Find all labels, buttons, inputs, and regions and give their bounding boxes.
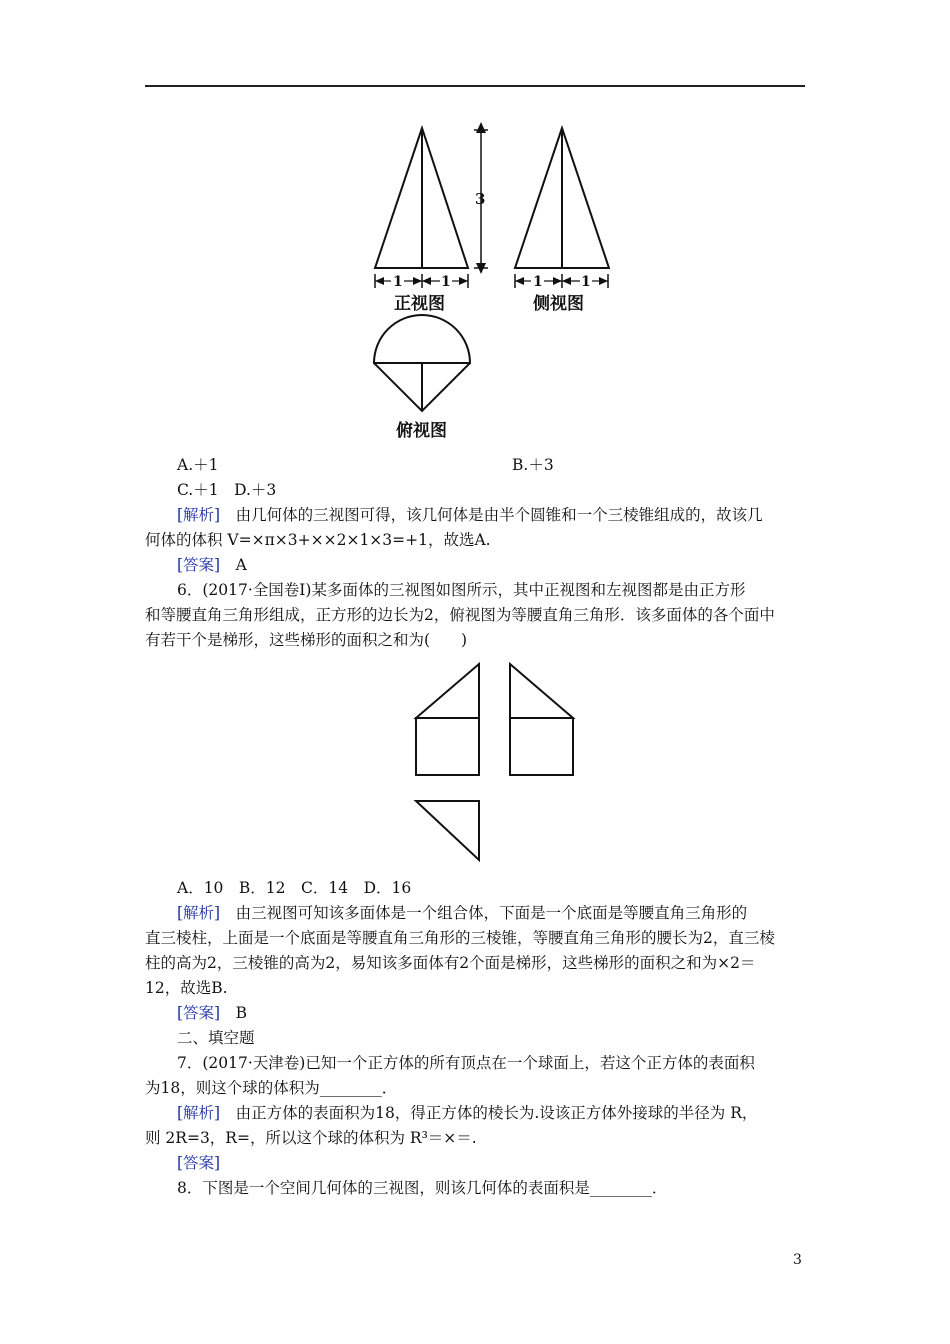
- options-c-d: C.＋1 D.＋3: [177, 481, 277, 499]
- three-view-figure-1: [360, 118, 610, 448]
- q6-line-1: 6．(2017·全国卷Ⅰ)某多面体的三视图如图所示，其中正视图和左视图都是由正方形: [177, 581, 746, 599]
- option-a: A.＋1: [177, 456, 219, 474]
- q6-line-3: 有若干个是梯形，这些梯形的面积之和为( ): [145, 631, 468, 649]
- front-view-square: [416, 718, 479, 775]
- option-b: B.＋3: [512, 456, 554, 474]
- side-view-square: [510, 718, 573, 775]
- q7-answer: [177, 1153, 805, 1173]
- header-rule: [145, 85, 805, 87]
- q6-answer: [答案] B: [177, 1004, 248, 1022]
- base-dim-label: 1: [533, 274, 543, 290]
- three-view-figure-2: [410, 660, 580, 865]
- q6-line-2: 和等腰直角三角形组成，正方形的边长为2，俯视图为等腰直角三角形．该多面体的各个面中: [145, 606, 775, 624]
- base-dim-label: 1: [441, 274, 451, 290]
- height-dim-label: 3: [475, 190, 486, 208]
- q7-line-1: 7．(2017·天津卷)已知一个正方体的所有顶点在一个球面上，若这个正方体的表面积: [177, 1054, 755, 1072]
- top-view-label: 俯视图: [396, 421, 447, 441]
- q6-analysis-line-3: 柱的高为2，三棱锥的高为2，易知该多面体有2个面是梯形，这些梯形的面积之和为×2＝: [145, 954, 756, 972]
- q5-answer: [答案] A: [177, 556, 247, 574]
- side-view-triangle: [510, 664, 573, 718]
- q5-analysis-line-1: [解析] 由几何体的三视图可得，该几何体是由半个圆锥和一个三棱锥组成的，故该几: [177, 506, 763, 524]
- base-dim-label: 1: [393, 274, 403, 290]
- q6-analysis-line-1: [解析] 由三视图可知该多面体是一个组合体，下面是一个底面是等腰直角三角形的: [177, 904, 748, 922]
- analysis-tag: [解析]: [177, 904, 221, 922]
- analysis-tag: [解析]: [177, 1104, 221, 1122]
- q8-line-1: 8．下图是一个空间几何体的三视图，则该几何体的表面积是________．: [177, 1179, 668, 1197]
- q6-analysis-line-4: 12，故选B.: [145, 979, 228, 997]
- answer-tag: [答案]: [177, 1004, 221, 1022]
- page-number: 3: [793, 1252, 802, 1268]
- q7-analysis-line-1: [解析] 由正方体的表面积为18，得正方体的棱长为.设该正方体外接球的半径为 R，: [177, 1104, 758, 1122]
- front-view-label: 正视图: [394, 294, 445, 314]
- q5-analysis-line-2: 何体的体积 V=×π×3+××2×1×3=+1，故选A.: [145, 531, 491, 549]
- base-dim-label: 1: [581, 274, 591, 290]
- q7-analysis-line-2: 则 2R=3，R=，所以这个球的体积为 R³＝×＝.: [145, 1129, 477, 1147]
- q6-options: A．10 B．12 C．14 D．16: [177, 879, 412, 897]
- answer-tag: [答案]: [177, 556, 221, 574]
- section-heading: 二、填空题: [177, 1029, 255, 1047]
- q7-line-2: 为18，则这个球的体积为________．: [145, 1079, 398, 1097]
- q6-analysis-line-2: 直三棱柱，上面是一个底面是等腰直角三角形的三棱锥，等腰直角三角形的腰长为2，直三棱: [145, 929, 775, 947]
- answer-tag: [答案]: [177, 1154, 221, 1172]
- top-view-triangle: [416, 801, 479, 860]
- analysis-tag: [解析]: [177, 506, 221, 524]
- front-view-triangle: [416, 664, 479, 718]
- side-view-label: 侧视图: [533, 294, 584, 314]
- top-view-semicircle: [374, 315, 470, 363]
